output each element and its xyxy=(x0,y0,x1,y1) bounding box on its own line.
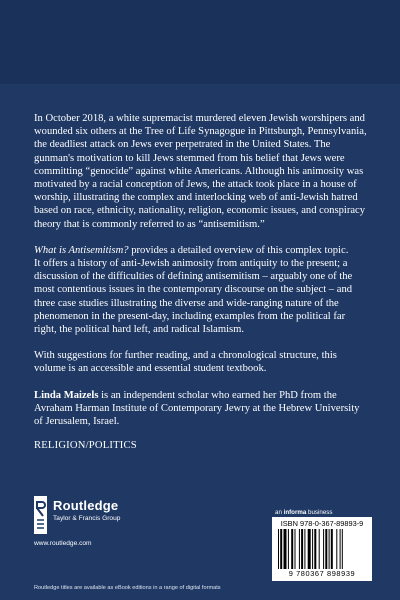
informa-brand: informa xyxy=(283,509,307,516)
cover-top-band xyxy=(0,0,400,84)
book-title-inline: What is Antisemitism? xyxy=(34,244,129,256)
publisher-name: Routledge xyxy=(53,498,119,513)
publisher-url: www.routledge.com xyxy=(34,540,92,547)
isbn-number: ISBN 978-0-367-89893-9 xyxy=(280,519,364,528)
blurb-paragraph-2-text: provides a detailed overview of this complex topic. xyxy=(128,244,349,256)
blurb-paragraph-3: It offers a history of anti-Jewish animosity from antiquity to the present; a discussion of the difficulties of defining antisemitism – arguably one of the most contentious issues in the contemporary discourse on the subject – and three case studies illustrating the diverse and wide-ranging nature of the phenomenon in the present-day, including examples from the political far right, the political hard left, and radical Islamism. xyxy=(34,258,353,336)
barcode-bars xyxy=(276,529,368,569)
informa-suffix: business xyxy=(306,509,333,516)
back-cover-blurb xyxy=(34,112,368,441)
author-bio xyxy=(34,389,368,429)
ebook-note: Routledge titles are available as eBook editions in a range of digital formats xyxy=(34,585,221,591)
informa-prefix: an xyxy=(275,509,284,516)
blurb-paragraph-2 xyxy=(34,244,368,257)
subject-category: RELIGION/POLITICS xyxy=(34,440,137,451)
publisher-logo xyxy=(34,496,274,566)
author-name: Linda Maizels xyxy=(34,389,99,401)
author-bio-text: is an independent scholar who earned her PhD from the Avraham Harman Institute of Contemporary Jewry at the Hebrew University of Jerusalem, Israel. xyxy=(34,389,360,428)
publisher-group: Taylor & Francis Group xyxy=(53,515,121,522)
blurb-paragraph-1: In October 2018, a white supremacist murdered eleven Jewish worshipers and wounded six others at the Tree of Life Synagogue in Pittsburgh, Pennsylvania, the deadliest attack on Jews ever perpetrated in the United States. The gunman's motivation to kill Jews stemmed from his belief that Jews were committing “genocide” against white Americans. Although his animosity was motivated by a racial conception of Jews, the attack took place in a house of worship, illustrating the complex and interlocking web of anti-Jewish hatred based on race, ethnicity, nationality, religion, economic issues, and conspiracy theory that is commonly referred to as “antisemitism.” xyxy=(34,113,367,230)
isbn-barcode xyxy=(272,517,372,581)
barcode-digits: 9 780367 898939 xyxy=(288,569,356,578)
informa-tagline xyxy=(275,509,332,516)
blurb-paragraph-4: With suggestions for further reading, and a chronological structure, this volume is an accessible and essential student textbook. xyxy=(34,350,337,375)
routledge-mark-icon xyxy=(34,496,47,534)
